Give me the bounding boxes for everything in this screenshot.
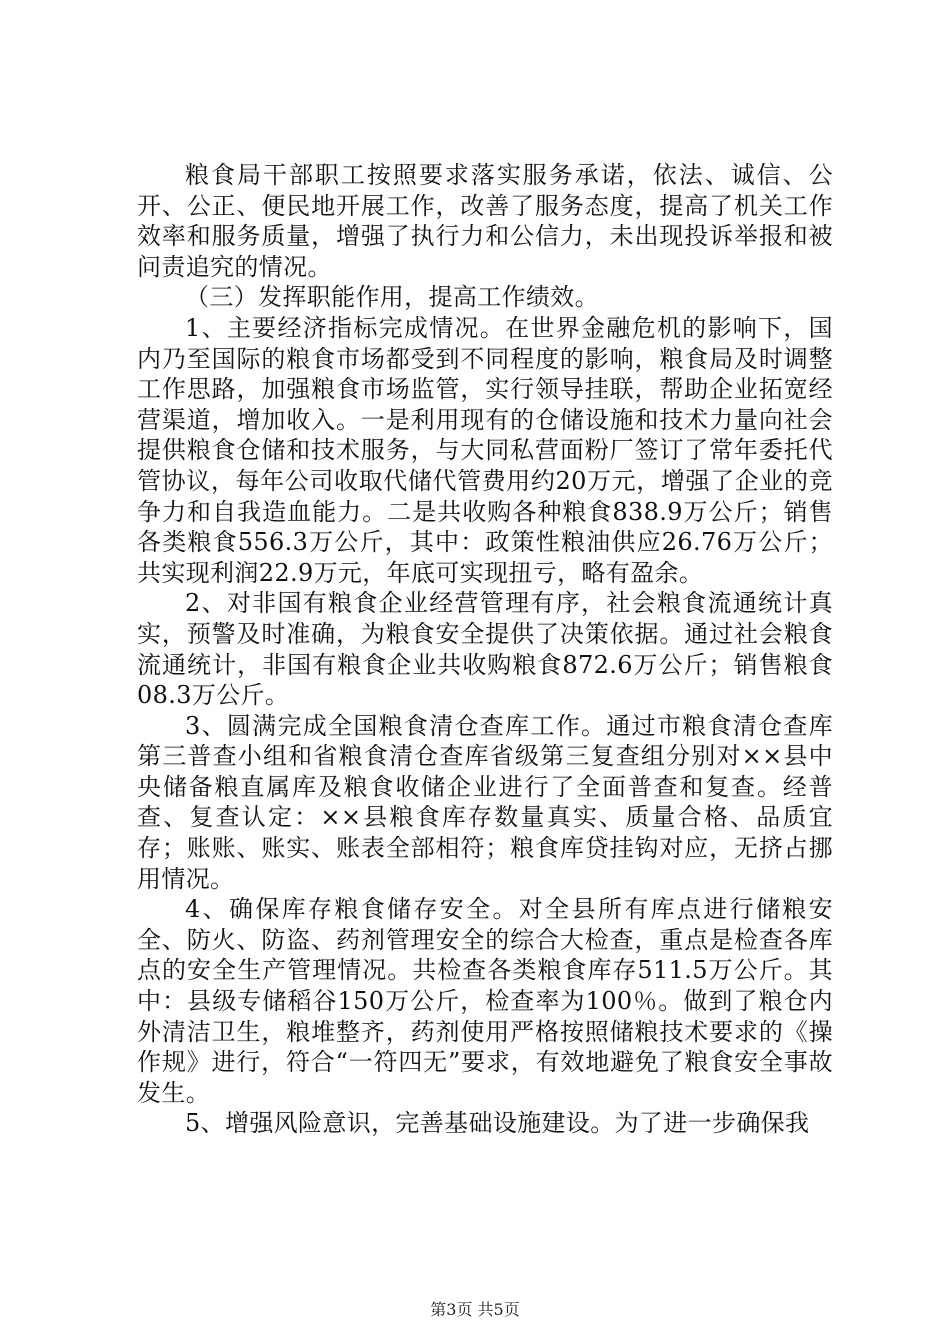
paragraph-storage-safety: 4、确保库存粮食储存安全。对全县所有库点进行储粮安全、防火、防盗、药剂管理安全的综合大检查，重点是检查各库点的安全生产管理情况。共检查各类粮食库存511.5万公斤。其中：县级专储稻谷150万公斤，检查率为100％。做到了粮仓内外清洁卫生，粮堆整齐，药剂使用严格按照储粮技术要求的《操作规》进行，符合“一符四无”要求，有效地避免了粮食安全事故发生。 — [137, 895, 833, 1107]
paragraph-economic-indicators: 1、主要经济指标完成情况。在世界金融危机的影响下，国内乃至国际的粮食市场都受到不同程度的影响，粮食局及时调整工作思路，加强粮食市场监管，实行领导挂联，帮助企业拓宽经营渠道，增加收入。一是利用现有的仓储设施和技术力量向社会提供粮食仓储和技术服务，与大同私营面粉厂签订了常年委托代管协议，每年公司收取代储代管费用约20万元，增强了企业的竞争力和自我造血能力。二是共收购各种粮食838.9万公斤；销售各类粮食556.3万公斤，其中：政策性粮油供应26.76万公斤；共实现利润22.9万元，年底可实现扭亏，略有盈余。 — [137, 313, 833, 587]
section-heading-3: （三）发挥职能作用，提高工作绩效。 — [185, 283, 599, 312]
paragraph-service-commitment: 粮食局干部职工按照要求落实服务承诺，依法、诚信、公开、公正、便民地开展工作，改善了服务态度，提高了机关工作效率和服务质量，增强了执行力和公信力，未出现投诉举报和被问责追究的情况。 — [137, 161, 833, 281]
paragraph-inventory-check: 3、圆满完成全国粮食清仓查库工作。通过市粮食清仓查库第三普查小组和省粮食清仓查库省级第三复查组分别对××县中央储备粮直属库及粮食收储企业进行了全面普查和复查。经普查、复查认定：××县粮食库存数量真实、质量合格、品质宜存；账账、账实、账表全部相符；粮食库贷挂钩对应，无挤占挪用情况。 — [137, 711, 833, 893]
paragraph-non-state-enterprises: 2、对非国有粮食企业经营管理有序，社会粮食流通统计真实，预警及时准确，为粮食安全提供了决策依据。通过社会粮食流通统计，非国有粮食企业共收购粮食872.6万公斤；销售粮食08.3万公斤。 — [137, 589, 833, 710]
document-body — [137, 160, 833, 1139]
paragraph-risk-awareness: 5、增强风险意识，完善基础设施建设。为了进一步确保我 — [185, 1109, 810, 1138]
page-footer: 第3页 共5页 — [430, 1300, 520, 1319]
